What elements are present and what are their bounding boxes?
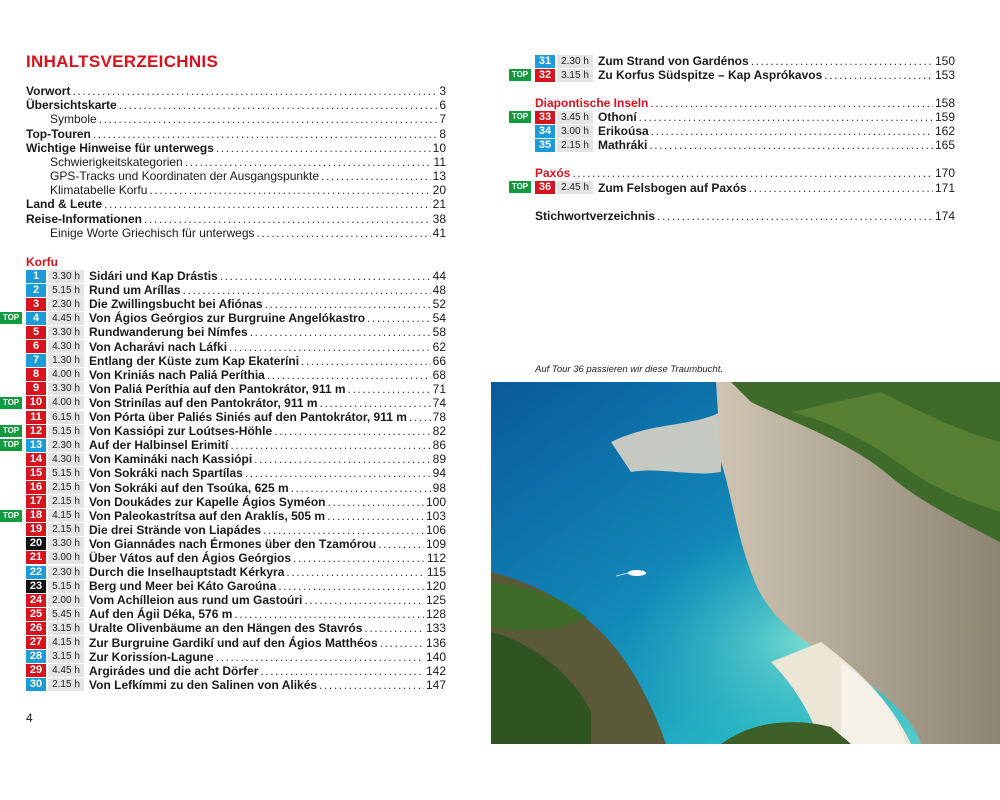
page-ref: 103 <box>425 508 446 523</box>
tour-entry[interactable] <box>26 664 446 678</box>
tour-number-badge: 33 <box>535 111 555 124</box>
tour-duration: 3.30 h <box>48 382 84 395</box>
tour-entry[interactable] <box>535 138 955 152</box>
page-ref: 125 <box>425 593 446 608</box>
tour-duration: 2.15 h <box>48 678 84 691</box>
page-ref: 162 <box>934 124 955 139</box>
toc-entry[interactable] <box>26 155 446 169</box>
tour-title: Von Pórta über Paliés Siniés auf den Pantokrátor, 911 m <box>89 410 407 425</box>
tour-title: Sidári und Kap Drástis <box>89 269 218 284</box>
tour-entry[interactable] <box>2 508 446 523</box>
tour-number-badge: 25 <box>26 608 46 621</box>
toc-entry[interactable] <box>26 141 446 155</box>
tour-title: Rundwanderung bei Nímfes <box>89 325 248 340</box>
page-ref: 21 <box>432 197 446 212</box>
leader-dots <box>220 269 431 283</box>
tour-duration: 2.15 h <box>48 481 84 494</box>
tour-title: Zur Burgruine Gardikí und auf den Ágios Matthéos <box>89 635 378 650</box>
tour-title: Von Kassiópi zur Loútses-Höhle <box>89 424 273 439</box>
tour-entry[interactable] <box>26 537 446 551</box>
tour-number-badge: 8 <box>26 368 46 381</box>
tour-number-badge: 19 <box>26 523 46 536</box>
tour-entry[interactable] <box>26 340 446 354</box>
page-ref: 159 <box>934 110 955 125</box>
tour-number-badge: 34 <box>535 125 555 138</box>
tour-entry[interactable] <box>26 382 446 396</box>
tour-duration: 3.00 h <box>557 125 593 138</box>
tour-title: Mathráki <box>598 138 648 153</box>
tour-number-badge: 21 <box>26 551 46 564</box>
tour-title: Von Kriniás nach Paliá Períthia <box>89 367 265 382</box>
tour-number-badge: 2 <box>26 284 46 297</box>
tour-number-badge: 12 <box>26 425 46 438</box>
tour-number-badge: 30 <box>26 678 46 691</box>
tour-title: Zur Korissíon-Lagune <box>89 649 214 664</box>
tour-title: Rund um Aríllas <box>89 283 181 298</box>
leader-dots <box>650 96 933 110</box>
tour-number-badge: 9 <box>26 382 46 395</box>
leader-dots <box>824 68 933 82</box>
page-ref: 140 <box>425 649 446 664</box>
leader-dots <box>183 283 431 297</box>
toc-entry[interactable] <box>26 198 446 212</box>
leader-dots <box>216 650 424 664</box>
page-ref: 86 <box>432 438 446 453</box>
tour-title: Uralte Olivenbäume an den Hängen des Stavrós <box>89 621 363 636</box>
toc-entry-index[interactable] <box>535 209 955 223</box>
tour-entry[interactable] <box>26 593 446 607</box>
toc-right-column <box>511 54 955 223</box>
toc-entry-label: Schwierigkeitskategorien <box>50 154 183 169</box>
section-heading-label: Diapontische Inseln <box>535 96 649 111</box>
tour-entry[interactable] <box>26 495 446 509</box>
tour-entry[interactable] <box>26 621 446 635</box>
page-ref: 52 <box>432 297 446 312</box>
leader-dots <box>185 155 432 169</box>
tour-entry[interactable] <box>26 269 446 283</box>
korfu-tour-list <box>2 269 446 692</box>
tour-title: Von Doukádes zur Kapelle Ágios Syméon <box>89 494 326 509</box>
toc-entry-label: Klimatabelle Korfu <box>50 183 148 198</box>
page-ref: 44 <box>432 269 446 284</box>
tour-duration: 3.15 h <box>48 650 84 663</box>
leader-dots <box>234 607 424 621</box>
tour-number-badge: 24 <box>26 594 46 607</box>
tour-entry[interactable] <box>26 283 446 297</box>
tour-entry[interactable] <box>26 523 446 537</box>
tour-entry[interactable] <box>26 678 446 692</box>
tour-entry[interactable] <box>511 68 955 83</box>
tour-duration: 4.00 h <box>48 396 84 409</box>
leader-dots <box>320 396 431 410</box>
leader-dots <box>749 181 933 195</box>
toc-entry-label: Symbole <box>50 112 97 127</box>
tour-duration: 4.15 h <box>48 636 84 649</box>
leader-dots <box>230 438 430 452</box>
tour-title: Zum Felsbogen auf Paxós <box>598 180 747 195</box>
toc-entry[interactable] <box>26 169 446 183</box>
tour-title: Von Sokráki nach Spartílas <box>89 466 243 481</box>
tour-number-badge: 15 <box>26 467 46 480</box>
tour-number-badge: 32 <box>535 69 555 82</box>
tour-duration: 4.00 h <box>48 368 84 381</box>
tour-number-badge: 26 <box>26 622 46 635</box>
top-tour-badge: TOP <box>0 425 22 437</box>
tour-duration: 4.30 h <box>48 340 84 353</box>
tour-number-badge: 11 <box>26 411 46 424</box>
page-ref: 58 <box>432 325 446 340</box>
leader-dots <box>572 166 933 180</box>
page-ref: 13 <box>432 169 446 184</box>
tour-number-badge: 22 <box>26 566 46 579</box>
tour-number-badge: 7 <box>26 354 46 367</box>
leader-dots <box>304 593 424 607</box>
tour-number-badge: 14 <box>26 453 46 466</box>
leader-dots <box>229 340 431 354</box>
leader-dots <box>119 98 438 112</box>
tour-number-badge: 6 <box>26 340 46 353</box>
tour-entry[interactable] <box>26 410 446 424</box>
page-ref: 10 <box>432 140 446 155</box>
tour-number-badge: 5 <box>26 326 46 339</box>
tour-duration: 5.15 h <box>48 580 84 593</box>
page-ref: 7 <box>439 112 446 127</box>
toc-entry-label: Reise-Informationen <box>26 211 143 226</box>
tour-duration: 2.15 h <box>48 523 84 536</box>
toc-entry-label: Land & Leute <box>26 197 103 212</box>
section-heading-korfu <box>26 255 446 269</box>
tour-title: Durch die Inselhauptstadt Kérkyra <box>89 565 285 580</box>
leader-dots <box>72 84 437 98</box>
front-matter-list <box>26 84 446 240</box>
tour-entry[interactable] <box>2 438 446 453</box>
tour-number-badge: 35 <box>535 139 555 152</box>
tour-duration: 2.30 h <box>48 439 84 452</box>
tour-title: Von Acharávi nach Láfki <box>89 339 228 354</box>
page-ref: 120 <box>425 579 446 594</box>
page-ref: 170 <box>934 166 955 181</box>
tour-title: Auf der Halbinsel Erimití <box>89 438 229 453</box>
top-tour-badge: TOP <box>0 439 22 451</box>
toc-entry-label: Top-Touren <box>26 126 91 141</box>
bay-photo <box>491 382 1000 744</box>
toc-entry-label: Wichtige Hinweise für unterwegs <box>26 140 214 155</box>
tour-entry[interactable] <box>26 466 446 480</box>
page-ref: 112 <box>426 550 446 565</box>
tour-entry[interactable] <box>26 551 446 565</box>
tour-entry[interactable] <box>535 124 955 138</box>
tour-title: Die drei Strände von Liapádes <box>89 522 262 537</box>
tour-title: Von Sokráki auf den Tsoúka, 625 m <box>89 480 289 495</box>
tour-entry[interactable] <box>26 636 446 650</box>
tour-title: Berg und Meer bei Káto Garoúna <box>89 579 277 594</box>
tour-title: Von Strinílas auf den Pantokrátor, 911 m <box>89 395 318 410</box>
leader-dots <box>649 138 933 152</box>
page-ref: 115 <box>426 565 446 580</box>
toc-entry-label: Übersichtskarte <box>26 98 117 113</box>
tour-entry[interactable] <box>511 180 955 195</box>
leader-dots <box>328 495 424 509</box>
tour-duration: 2.15 h <box>48 495 84 508</box>
toc-entry-label: Einige Worte Griechisch für unterwegs <box>50 225 255 240</box>
tour-entry[interactable] <box>26 354 446 368</box>
tour-duration: 3.15 h <box>48 622 84 635</box>
tour-title: Erikoúsa <box>598 124 649 139</box>
page-ref: 158 <box>934 96 955 111</box>
toc-entry-label: Stichwortverzeichnis <box>535 208 656 223</box>
tour-title: Zum Strand von Gardénos <box>598 54 749 69</box>
leader-dots <box>104 197 431 211</box>
tour-entry[interactable] <box>26 297 446 311</box>
page-ref: 109 <box>425 536 446 551</box>
leader-dots <box>245 466 431 480</box>
leader-dots <box>367 311 431 325</box>
leader-dots <box>286 565 424 579</box>
toc-entry[interactable] <box>26 112 446 126</box>
tour-title: Von Paliá Períthia auf den Pantokrátor, 911 m <box>89 381 346 396</box>
tour-entry[interactable] <box>26 480 446 494</box>
tour-number-badge: 3 <box>26 298 46 311</box>
leader-dots <box>751 54 933 68</box>
photo-caption: Auf Tour 36 passieren wir diese Traumbucht. <box>535 364 723 375</box>
diapontische-tour-list <box>511 110 955 153</box>
leader-dots <box>378 537 424 551</box>
tour-number-badge: 4 <box>26 312 46 325</box>
leader-dots <box>274 424 431 438</box>
leader-dots <box>301 354 431 368</box>
toc-entry[interactable] <box>26 84 446 98</box>
leader-dots <box>380 636 424 650</box>
top-tour-badge: TOP <box>0 312 22 324</box>
page-ref: 20 <box>432 183 446 198</box>
tour-duration: 2.30 h <box>48 566 84 579</box>
leader-dots <box>348 382 431 396</box>
tour-entry[interactable] <box>26 368 446 382</box>
top-tour-badge: TOP <box>509 111 531 123</box>
tour-duration: 4.45 h <box>48 312 84 325</box>
tour-entry[interactable] <box>2 395 446 410</box>
leader-dots <box>293 551 425 565</box>
page-ref: 171 <box>934 180 955 195</box>
page-ref: 136 <box>425 635 446 650</box>
tour-entry[interactable] <box>26 325 446 339</box>
tour-number-badge: 20 <box>26 537 46 550</box>
top-tour-badge: TOP <box>0 397 22 409</box>
tour-duration: 3.00 h <box>48 551 84 564</box>
leader-dots <box>291 481 431 495</box>
page-ref: 3 <box>439 83 446 98</box>
page-ref: 153 <box>934 68 955 83</box>
toc-entry[interactable] <box>26 183 446 197</box>
leader-dots <box>144 212 431 226</box>
tour-duration: 4.45 h <box>48 664 84 677</box>
leader-dots <box>263 523 424 537</box>
leader-dots <box>409 410 431 424</box>
tour-duration: 3.30 h <box>48 270 84 283</box>
tour-duration: 2.30 h <box>48 298 84 311</box>
leader-dots <box>260 664 424 678</box>
page-ref: 128 <box>425 607 446 622</box>
tour-duration: 5.15 h <box>48 467 84 480</box>
tour-number-badge: 1 <box>26 270 46 283</box>
tour-title: Zu Korfus Südspitze – Kap Asprókavos <box>598 68 823 83</box>
page-ref: 133 <box>425 621 446 636</box>
page-ref: 38 <box>432 211 446 226</box>
tour-title: Entlang der Küste zum Kap Ekateríni <box>89 353 300 368</box>
bay-photo-illustration <box>491 382 1000 744</box>
top-tour-badge: TOP <box>509 181 531 193</box>
page-ref: 54 <box>432 311 446 326</box>
page-ref: 78 <box>432 410 446 425</box>
page-ref: 82 <box>432 424 446 439</box>
tour-title: Von Kamináki nach Kassiópi <box>89 452 253 467</box>
tour-number-badge: 10 <box>26 396 46 409</box>
tour-title: Von Paleokastrítsa auf den Araklís, 505 m <box>89 508 326 523</box>
tour-duration: 4.30 h <box>48 453 84 466</box>
page-ref: 106 <box>425 522 446 537</box>
toc-entry[interactable] <box>26 212 446 226</box>
tour-title: Auf den Ágii Déka, 576 m <box>89 607 233 622</box>
page-ref: 142 <box>425 663 446 678</box>
tour-number-badge: 31 <box>535 55 555 68</box>
tour-duration: 3.30 h <box>48 326 84 339</box>
leader-dots <box>327 509 424 523</box>
tour-entry[interactable] <box>26 650 446 664</box>
leader-dots <box>657 209 933 223</box>
page-ref: 66 <box>432 353 446 368</box>
tour-duration: 2.15 h <box>557 139 593 152</box>
leader-dots <box>93 127 437 141</box>
page-ref: 68 <box>432 367 446 382</box>
tour-entry[interactable] <box>535 54 955 68</box>
tour-entry[interactable] <box>26 607 446 621</box>
tour-entry[interactable] <box>2 424 446 439</box>
tour-number-badge: 27 <box>26 636 46 649</box>
leader-dots <box>364 621 424 635</box>
tour-title: Die Zwillingsbucht bei Afiónas <box>89 297 263 312</box>
tour-duration: 2.45 h <box>557 181 593 194</box>
tour-number-badge: 13 <box>26 439 46 452</box>
tour-title: Argirádes und die acht Dörfer <box>89 663 259 678</box>
tour-title: Vom Achílleion aus rund um Gastoúri <box>89 593 303 608</box>
page-ref: 71 <box>432 381 446 396</box>
tour-entry[interactable] <box>511 110 955 125</box>
tour-duration: 5.15 h <box>48 425 84 438</box>
page-ref: 174 <box>934 208 955 223</box>
tour-title: Von Giannádes nach Érmones über den Tzamórou <box>89 536 377 551</box>
page-ref: 147 <box>425 677 446 692</box>
tour-duration: 3.15 h <box>557 69 593 82</box>
tour-entry[interactable] <box>2 311 446 326</box>
tour-number-badge: 23 <box>26 580 46 593</box>
leader-dots <box>639 110 933 124</box>
toc-entry[interactable] <box>26 226 446 240</box>
tour-entry[interactable] <box>26 565 446 579</box>
leader-dots <box>257 226 431 240</box>
page-ref: 74 <box>432 395 446 410</box>
tour-number-badge: 28 <box>26 650 46 663</box>
tour-duration: 2.30 h <box>557 55 593 68</box>
page-ref: 150 <box>934 54 955 69</box>
tour-title: Von Lefkímmi zu den Salinen von Alikés <box>89 677 318 692</box>
tour-title: Über Vátos auf den Ágios Geórgios <box>89 550 292 565</box>
top-tour-badge: TOP <box>0 510 22 522</box>
page-ref: 100 <box>425 494 446 509</box>
tour-entry[interactable] <box>26 579 446 593</box>
tour-number-badge: 16 <box>26 481 46 494</box>
tour-number-badge: 18 <box>26 509 46 522</box>
leader-dots <box>216 141 431 155</box>
page-ref: 94 <box>432 466 446 481</box>
toc-left-column <box>2 83 446 692</box>
page-ref: 8 <box>439 126 446 141</box>
leader-dots <box>250 325 431 339</box>
paxos-tour-list <box>511 180 955 195</box>
page-ref: 41 <box>432 225 446 240</box>
tour-duration: 3.45 h <box>557 111 593 124</box>
page-ref: 6 <box>439 98 446 113</box>
page-title: INHALTSVERZEICHNIS <box>26 52 219 71</box>
page-ref: 165 <box>934 138 955 153</box>
section-heading-label: Paxós <box>535 166 571 181</box>
leader-dots <box>321 169 431 183</box>
toc-entry[interactable] <box>26 98 446 112</box>
page-ref: 62 <box>432 339 446 354</box>
section-heading-diapontische[interactable] <box>535 96 955 110</box>
leader-dots <box>254 452 430 466</box>
page-ref: 48 <box>432 283 446 298</box>
top-tour-badge: TOP <box>509 69 531 81</box>
tour-number-badge: 36 <box>535 181 555 194</box>
tour-duration: 1.30 h <box>48 354 84 367</box>
toc-entry[interactable] <box>26 127 446 141</box>
page-ref: 89 <box>432 452 446 467</box>
tour-duration: 5.15 h <box>48 284 84 297</box>
tour-duration: 4.15 h <box>48 509 84 522</box>
leader-dots <box>319 678 424 692</box>
tour-entry[interactable] <box>26 452 446 466</box>
korfu-tour-list-continued <box>511 54 955 83</box>
tour-duration: 2.00 h <box>48 594 84 607</box>
leader-dots <box>267 368 431 382</box>
toc-entry-label: Vorwort <box>26 83 71 98</box>
toc-entry-label: GPS-Tracks und Koordinaten der Ausgangspunkte <box>50 169 320 184</box>
tour-title: Von Ágios Geórgios zur Burgruine Angelókastro <box>89 311 366 326</box>
leader-dots <box>651 124 933 138</box>
section-heading-label: Korfu <box>26 255 58 270</box>
leader-dots <box>99 112 438 126</box>
tour-number-badge: 17 <box>26 495 46 508</box>
page-number: 4 <box>26 711 33 725</box>
leader-dots <box>278 579 424 593</box>
tour-title: Othoní <box>598 110 637 125</box>
tour-number-badge: 29 <box>26 664 46 677</box>
tour-duration: 5.45 h <box>48 608 84 621</box>
tour-duration: 6.15 h <box>48 411 84 424</box>
page-ref: 98 <box>432 480 446 495</box>
leader-dots <box>149 183 430 197</box>
page-ref: 11 <box>433 154 446 169</box>
tour-duration: 3.30 h <box>48 537 84 550</box>
section-heading-paxos[interactable] <box>535 166 955 180</box>
leader-dots <box>265 297 431 311</box>
